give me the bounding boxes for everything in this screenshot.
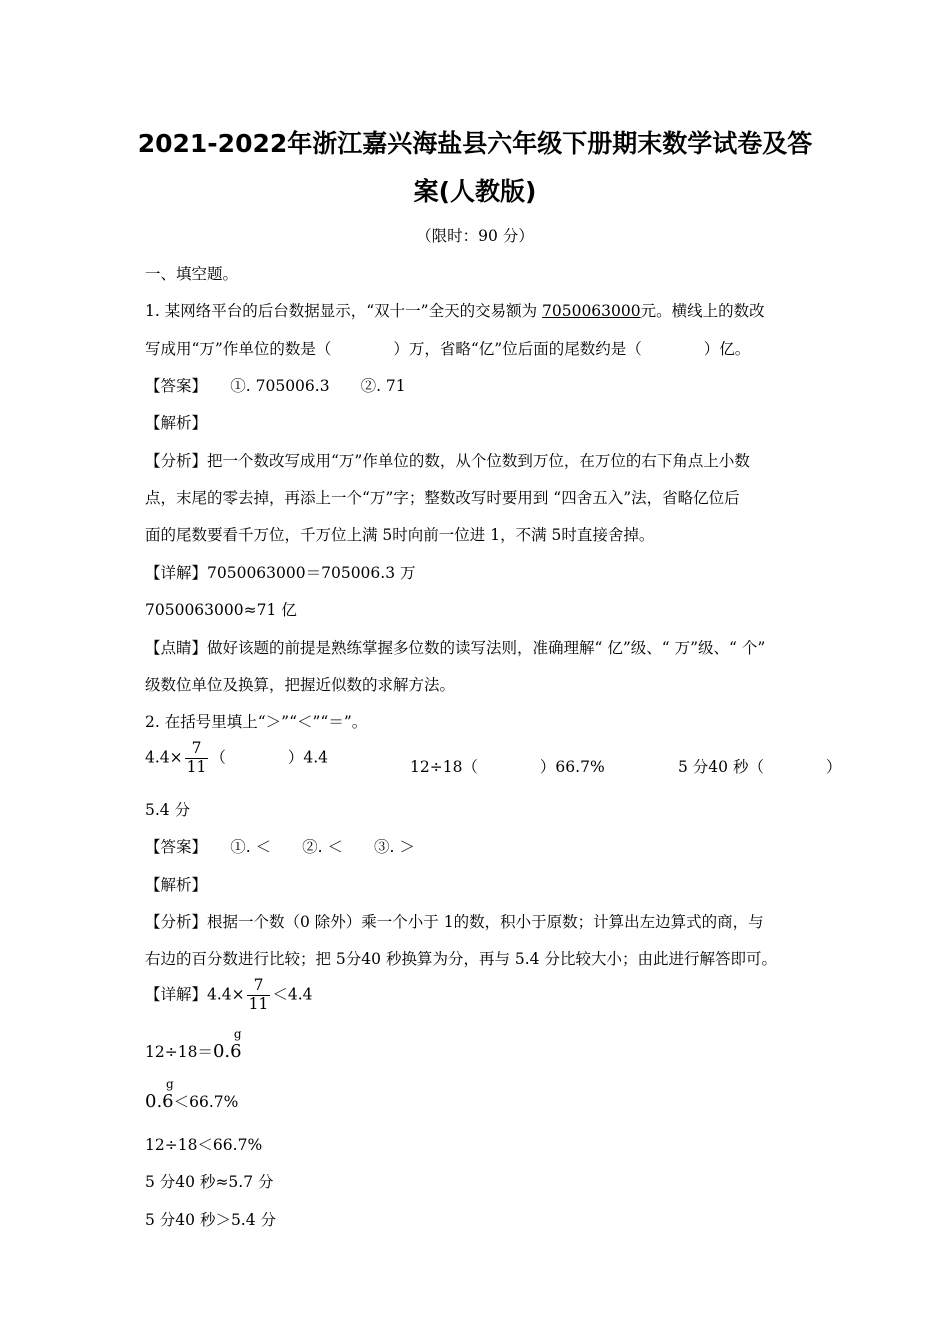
q1-xiangjie-line2: 7050063000≈71 亿 [145, 601, 297, 619]
fraction-numerator: 7 [185, 740, 209, 759]
q2-stem: 2. 在括号里填上“＞”“＜”“＝”。 [145, 713, 368, 731]
q1-dianjing-line1: 【点睛】做好该题的前提是熟练掌握多位数的读写法则，准确理解“ 亿”级、“ 万”级、“ 个” [145, 639, 766, 657]
q2-item1-left: 4.4× [145, 748, 183, 767]
q1-stem-a: 1. 某网络平台的后台数据显示，“双十一”全天的交易额为 [145, 302, 542, 320]
q2-xiangjie-line4: 12÷18＜66.7% [145, 1136, 263, 1154]
q2-stem-line2: 5.4 分 [145, 801, 191, 819]
time-limit: （限时：90 分） [416, 227, 534, 245]
q1-xiangjie-line1: 【详解】7050063000＝705006.3 万 [145, 564, 416, 582]
q2-xj3-right: ＜66.7% [173, 1093, 239, 1111]
repeating-decimal [145, 1077, 174, 1112]
repeat-dot-mark: g [165, 1077, 174, 1091]
q2-xj2-left: 12÷18＝ [145, 1043, 213, 1061]
q1-stem-line1 [145, 299, 765, 321]
repeating-decimal-digits: 0.6 [212, 1041, 242, 1062]
repeat-dot-mark: g [233, 1027, 242, 1041]
q2-xiangjie-line2 [145, 1027, 242, 1062]
fraction-denominator: 11 [248, 994, 269, 1013]
q2-xiangjie-line5: 5 分40 秒≈5.7 分 [145, 1173, 274, 1191]
q1-dianjing-line2: 级数位单位及换算，把握近似数的求解方法。 [145, 676, 456, 694]
q2-fenxi-line2: 右边的百分数进行比较；把 5分40 秒换算为分，再与 5.4 分比较大小；由此进行解答即可。 [145, 950, 777, 968]
fraction-numerator: 7 [247, 977, 271, 996]
q2-xiangjie-line1 [145, 977, 313, 1014]
q2-item2: 12÷18（ ）66.7% [410, 758, 605, 776]
q2-xj1-left: 【详解】4.4× [145, 985, 245, 1004]
q2-fenxi-line1: 【分析】根据一个数（0 除外）乘一个小于 1的数，积小于原数；计算出左边算式的商，与 [145, 913, 764, 931]
q2-item3: 5 分40 秒（ ） [678, 758, 842, 776]
fraction [247, 977, 271, 1014]
q2-item1 [145, 740, 328, 777]
q2-answer: 【答案】 ①. ＜ ②. ＜ ③. ＞ [145, 838, 415, 856]
repeating-decimal [212, 1027, 242, 1062]
q1-answer: 【答案】 ①. 705006.3 ②. 71 [145, 377, 406, 395]
q2-jiexi: 【解析】 [145, 876, 208, 894]
q2-xiangjie-line3 [145, 1077, 239, 1112]
q1-fenxi-line1: 【分析】把一个数改写成用“万”作单位的数，从个位数到万位，在万位的右下角点上小数 [145, 452, 750, 470]
q1-underlined-number: 7050063000 [542, 302, 641, 320]
fraction [185, 740, 209, 777]
q1-fenxi-line2: 点，末尾的零去掉，再添上一个“万”字；整数改写时要用到 “四舍五入”法，省略亿位后 [145, 489, 740, 507]
title-line-1: 2021-2022年浙江嘉兴海盐县六年级下册期末数学试卷及答 [137, 129, 813, 158]
section-heading: 一、填空题。 [145, 265, 239, 283]
title-line-2: 案(人教版) [413, 177, 537, 206]
q2-xiangjie-line6: 5 分40 秒＞5.4 分 [145, 1211, 277, 1229]
q1-fenxi-line3: 面的尾数要看千万位，千万位上满 5时向前一位进 1，不满 5时直接舍掉。 [145, 526, 655, 544]
q2-xj1-right: ＜4.4 [272, 985, 313, 1004]
q1-jiexi: 【解析】 [145, 414, 208, 432]
q1-stem-line2: 写成用“万”作单位的数是（ ）万，省略“亿”位后面的尾数约是（ ）亿。 [145, 340, 751, 358]
q2-item1-right: （ ）4.4 [210, 748, 329, 767]
repeating-decimal-digits: 0.6 [145, 1091, 174, 1112]
fraction-denominator: 11 [186, 757, 207, 776]
q1-stem-b: 元。横线上的数改 [640, 302, 765, 320]
